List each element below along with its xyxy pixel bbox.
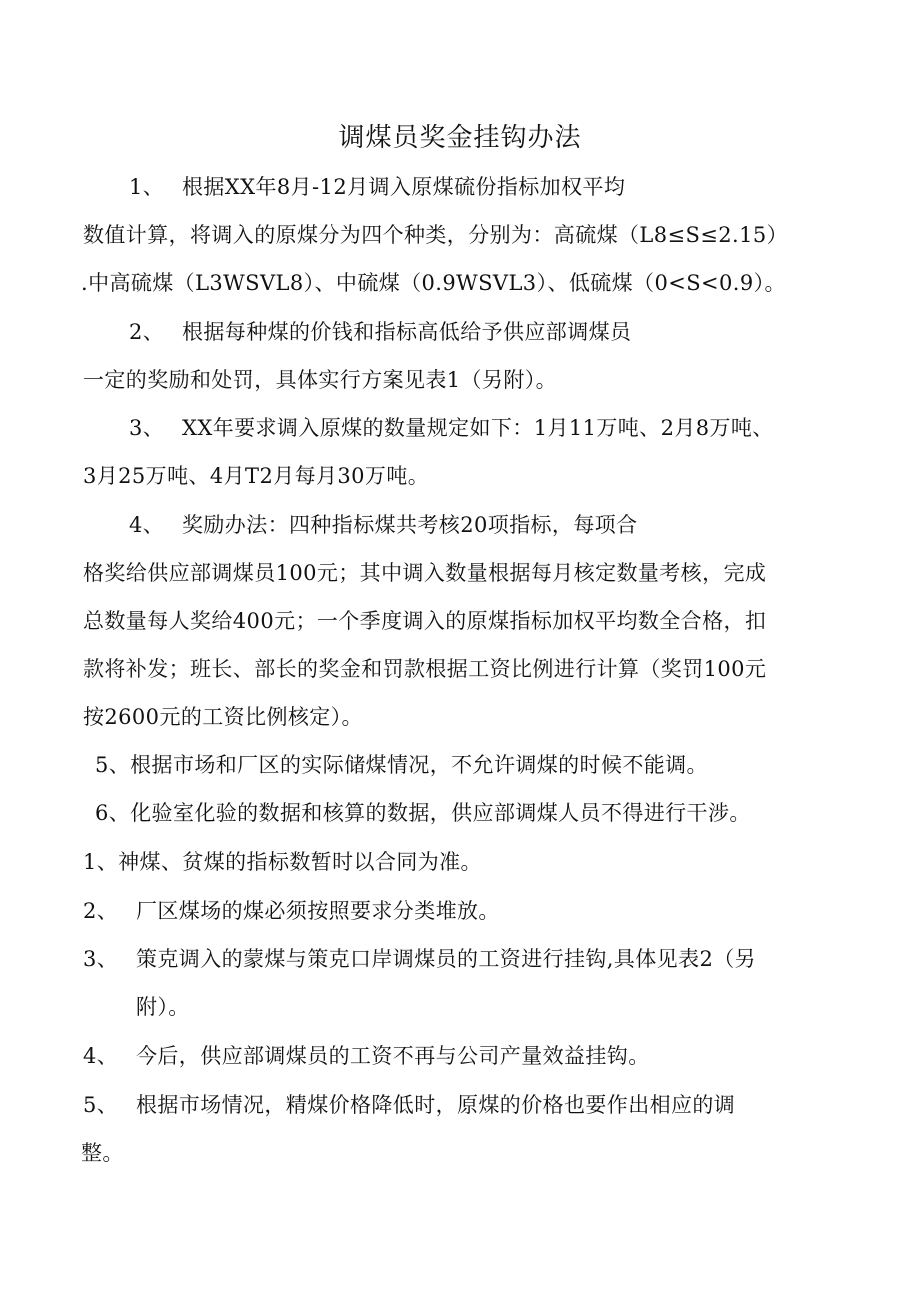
paragraph-line: 1、神煤、贫煤的指标数暂时以合同为准。 bbox=[83, 850, 482, 874]
paragraph-line: 附）。 bbox=[136, 995, 190, 1019]
paragraph-line: 根据每种煤的价钱和指标高低给予供应部调煤员 bbox=[182, 320, 632, 344]
paragraph-line: 款将补发；班长、部长的奖金和罚款根据工资比例进行计算（奖罚100元 bbox=[83, 657, 767, 681]
list-item-number: 5、 bbox=[83, 1093, 119, 1117]
list-item-number: 4、 bbox=[129, 513, 165, 537]
paragraph-line: 3月25万吨、4月T2月每月30万吨。 bbox=[83, 464, 430, 488]
paragraph-line: 今后，供应部调煤员的工资不再与公司产量效益挂钩。 bbox=[136, 1044, 650, 1068]
paragraph-line: 数值计算，将调入的原煤分为四个种类，分别为：高硫煤（L8≤S≤2.15） bbox=[83, 223, 789, 247]
paragraph-line: 格奖给供应部调煤员100元；其中调入数量根据每月核定数量考核，完成 bbox=[83, 561, 767, 585]
list-item-number: 4、 bbox=[83, 1044, 119, 1068]
paragraph-line: 厂区煤场的煤必须按照要求分类堆放。 bbox=[136, 899, 500, 923]
paragraph-line: 一定的奖励和处罚，具体实行方案见表1（另附）。 bbox=[83, 368, 558, 392]
paragraph-line: 总数量每人奖给400元；一个季度调入的原煤指标加权平均数全合格，扣 bbox=[83, 609, 767, 633]
paragraph-line: 策克调入的蒙煤与策克口岸调煤员的工资进行挂钩,具体见表2（另 bbox=[136, 947, 757, 971]
list-item-number: 2、 bbox=[129, 320, 165, 344]
list-item-number: 3、 bbox=[83, 947, 119, 971]
paragraph-line: 根据XX年8月-12月调入原煤硫份指标加权平均 bbox=[182, 175, 626, 199]
list-item-number: 2、 bbox=[83, 899, 119, 923]
paragraph-line: .中高硫煤（L3WSVL8）、中硫煤（0.9WSVL3）、低硫煤（0<S<0.9）。 bbox=[81, 271, 786, 295]
list-item-number: 3、 bbox=[129, 416, 165, 440]
paragraph-line: 5、根据市场和厂区的实际储煤情况，不允许调煤的时候不能调。 bbox=[95, 753, 708, 777]
paragraph-line: 整。 bbox=[81, 1141, 124, 1165]
list-item-number: 1、 bbox=[129, 175, 165, 199]
paragraph-line: 按2600元的工资比例核定）。 bbox=[83, 705, 363, 729]
paragraph-line: XX年要求调入原煤的数量规定如下：1月11万吨、2月8万吨、 bbox=[182, 416, 774, 440]
paragraph-line: 6、化验室化验的数据和核算的数据，供应部调煤人员不得进行干涉。 bbox=[95, 801, 751, 825]
document-title: 调煤员奖金挂钩办法 bbox=[338, 123, 582, 153]
paragraph-line: 根据市场情况，精煤价格降低时，原煤的价格也要作出相应的调 bbox=[136, 1093, 736, 1117]
paragraph-line: 奖励办法：四种指标煤共考核20项指标，每项合 bbox=[182, 513, 638, 537]
